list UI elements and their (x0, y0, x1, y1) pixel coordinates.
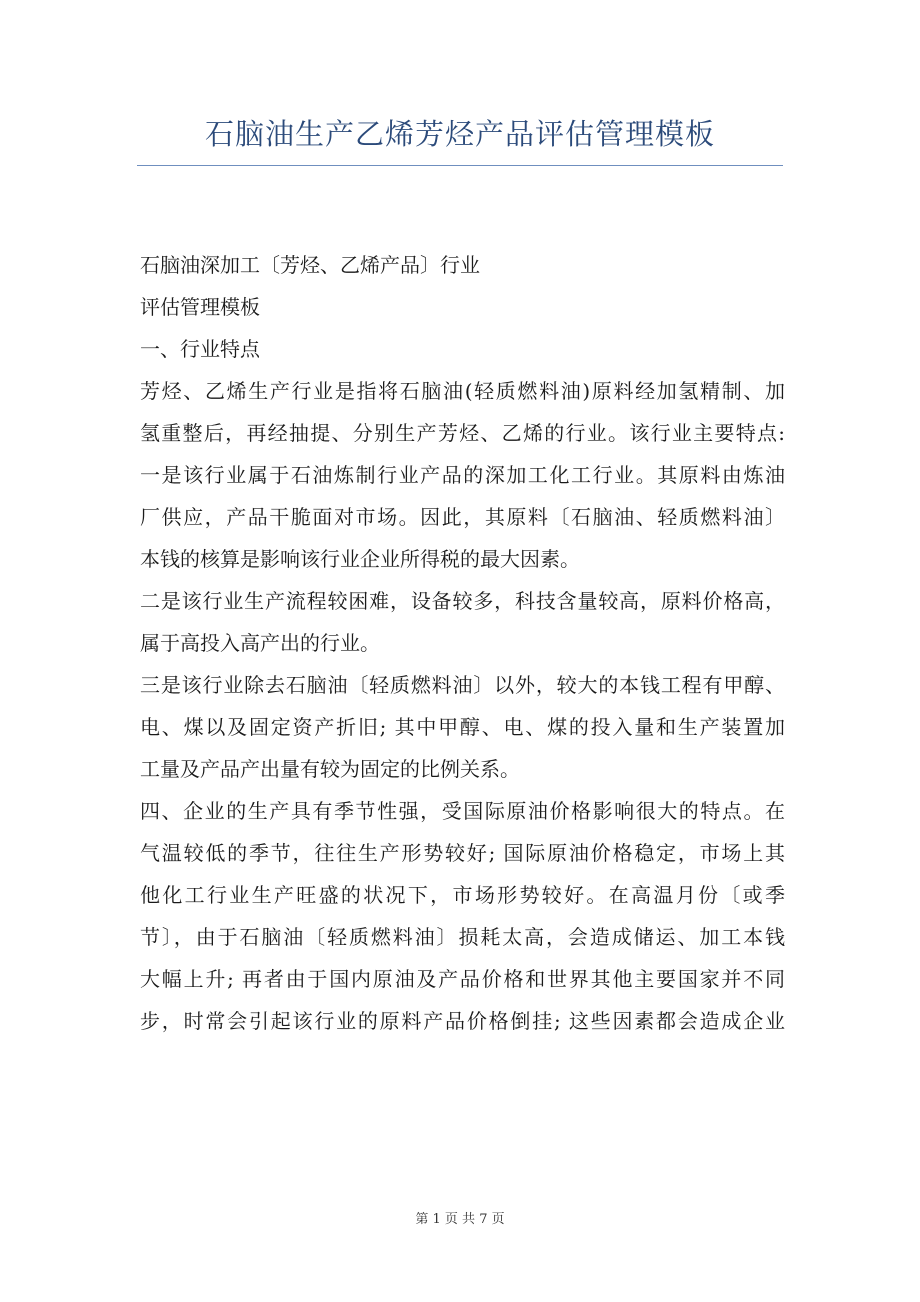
text-line: 属于高投入高产出的行业。 (140, 631, 380, 655)
text-line: 一、行业特点 (140, 337, 260, 361)
text-line: 厂供应，产品干脆面对市场。因此，其原料〔石脑油、轻质燃料油〕 (140, 505, 785, 529)
text-line: 一是该行业属于石油炼制行业产品的深加工化工行业。其原料由炼油 (140, 463, 785, 487)
page-number-footer: 第 1 页 共 7 页 (415, 1212, 505, 1227)
text-line: 他化工行业生产旺盛的状况下，市场形势较好。在高温月份〔或季 (140, 883, 785, 907)
text-line: 本钱的核算是影响该行业企业所得税的最大因素。 (140, 547, 580, 571)
text-line: 四、企业的生产具有季节性强，受国际原油价格影响很大的特点。在 (140, 799, 785, 823)
text-line: 芳烃、乙烯生产行业是指将石脑油(轻质燃料油)原料经加氢精制、加 (140, 379, 785, 403)
text-line: 三是该行业除去石脑油〔轻质燃料油〕以外，较大的本钱工程有甲醇、 (140, 673, 785, 697)
text-line: 工量及产品产出量有较为固定的比例关系。 (140, 757, 520, 781)
text-line: 气温较低的季节，往往生产形势较好; 国际原油价格稳定，市场上其 (140, 841, 785, 865)
text-line: 节〕，由于石脑油〔轻质燃料油〕损耗太高，会造成储运、加工本钱 (140, 925, 785, 949)
text-line: 大幅上升; 再者由于国内原油及产品价格和世界其他主要国家并不同 (140, 967, 785, 991)
text-line: 评估管理模板 (140, 295, 260, 319)
text-line: 二是该行业生产流程较困难，设备较多，科技含量较高，原料价格高， (140, 589, 785, 613)
document-title: 石脑油生产乙烯芳烃产品评估管理模板 (204, 117, 715, 151)
document-body (140, 244, 785, 1042)
text-line: 石脑油深加工〔芳烃、乙烯产品〕行业 (140, 253, 480, 277)
text-line: 电、煤以及固定资产折旧; 其中甲醇、电、煤的投入量和生产装置加 (140, 715, 785, 739)
text-line: 步，时常会引起该行业的原料产品价格倒挂; 这些因素都会造成企业 (140, 1009, 785, 1033)
title-underline (137, 165, 783, 166)
text-line: 氢重整后，再经抽提、分别生产芳烃、乙烯的行业。该行业主要特点: (140, 421, 785, 445)
